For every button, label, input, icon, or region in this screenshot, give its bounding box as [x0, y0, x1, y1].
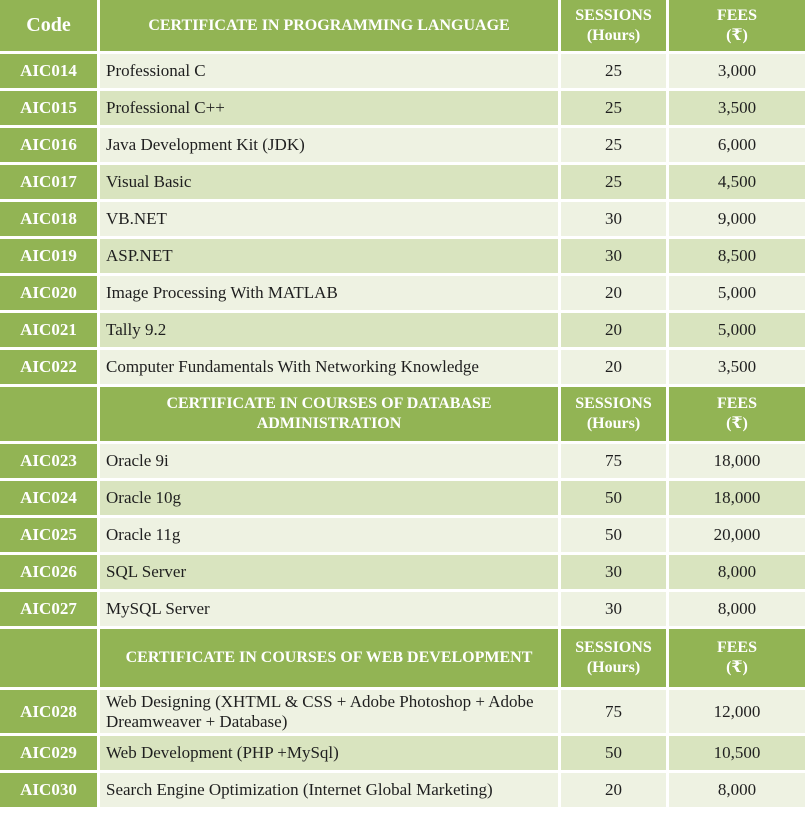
course-fees: 8,500	[669, 239, 805, 273]
fees-header	[669, 0, 805, 51]
table-row	[0, 350, 805, 387]
course-name: Computer Fundamentals With Networking Knowledge	[100, 350, 561, 384]
course-fees: 20,000	[669, 518, 805, 552]
course-code: AIC024	[0, 481, 100, 515]
course-sessions: 30	[561, 202, 669, 236]
course-code: AIC029	[0, 736, 100, 770]
table-row	[0, 690, 805, 736]
section-title: CERTIFICATE IN COURSES OF DATABASE ADMINISTRATION	[100, 387, 561, 441]
course-sessions: 25	[561, 165, 669, 199]
course-code: AIC018	[0, 202, 100, 236]
course-code: AIC015	[0, 91, 100, 125]
sessions-header	[561, 387, 669, 441]
course-sessions: 75	[561, 690, 669, 733]
sessions-header-line1: SESSIONS	[575, 395, 652, 412]
table-row	[0, 518, 805, 555]
fees-header-line1: FEES	[716, 395, 757, 412]
course-name: SQL Server	[100, 555, 561, 589]
course-name: VB.NET	[100, 202, 561, 236]
course-fees: 8,000	[669, 555, 805, 589]
course-code: AIC017	[0, 165, 100, 199]
course-name: ASP.NET	[100, 239, 561, 273]
course-fees: 6,000	[669, 128, 805, 162]
course-sessions: 30	[561, 555, 669, 589]
course-sessions: 20	[561, 773, 669, 807]
course-sessions: 30	[561, 239, 669, 273]
course-sessions: 20	[561, 313, 669, 347]
course-fees: 10,500	[669, 736, 805, 770]
course-code: AIC030	[0, 773, 100, 807]
code-header: Code	[0, 0, 100, 51]
table-row	[0, 276, 805, 313]
course-sessions: 20	[561, 350, 669, 384]
fees-header-line2: (₹)	[726, 415, 748, 432]
fees-header	[669, 387, 805, 441]
course-code: AIC027	[0, 592, 100, 626]
section-title: CERTIFICATE IN PROGRAMMING LANGUAGE	[100, 0, 561, 51]
table-row	[0, 165, 805, 202]
sessions-header-line1: SESSIONS	[575, 639, 652, 656]
table-row	[0, 555, 805, 592]
course-sessions: 25	[561, 91, 669, 125]
course-fees: 5,000	[669, 276, 805, 310]
sessions-header-line2: (Hours)	[586, 26, 641, 44]
table-row	[0, 313, 805, 350]
table-row	[0, 444, 805, 481]
course-code: AIC023	[0, 444, 100, 478]
code-header-empty	[0, 629, 100, 687]
fees-header	[669, 629, 805, 687]
fees-header-line1: FEES	[716, 6, 757, 24]
sessions-header-line2: (Hours)	[586, 659, 641, 676]
course-sessions: 30	[561, 592, 669, 626]
course-fees: 5,000	[669, 313, 805, 347]
fees-header-line2: (₹)	[726, 659, 748, 676]
course-sessions: 25	[561, 54, 669, 88]
course-sessions: 50	[561, 736, 669, 770]
course-fees: 12,000	[669, 690, 805, 733]
course-code: AIC022	[0, 350, 100, 384]
course-name: Visual Basic	[100, 165, 561, 199]
course-sessions: 25	[561, 128, 669, 162]
table-row	[0, 128, 805, 165]
course-name: Image Processing With MATLAB	[100, 276, 561, 310]
course-fees: 9,000	[669, 202, 805, 236]
table-row	[0, 91, 805, 128]
course-sessions: 75	[561, 444, 669, 478]
course-code: AIC019	[0, 239, 100, 273]
section-header-programming	[0, 0, 805, 54]
course-fees: 18,000	[669, 444, 805, 478]
sessions-header-line1: SESSIONS	[575, 6, 652, 24]
course-sessions: 50	[561, 481, 669, 515]
course-code: AIC014	[0, 54, 100, 88]
course-name: Professional C++	[100, 91, 561, 125]
course-name: Oracle 11g	[100, 518, 561, 552]
sessions-header-line2: (Hours)	[586, 415, 641, 432]
course-name: Oracle 9i	[100, 444, 561, 478]
course-code: AIC016	[0, 128, 100, 162]
course-code: AIC028	[0, 690, 100, 733]
course-fees: 3,500	[669, 91, 805, 125]
course-fees: 8,000	[669, 773, 805, 807]
section-title: CERTIFICATE IN COURSES OF WEB DEVELOPMENT	[100, 629, 561, 687]
table-row	[0, 736, 805, 773]
course-name: Search Engine Optimization (Internet Global Marketing)	[100, 773, 561, 807]
table-row	[0, 202, 805, 239]
course-fees: 8,000	[669, 592, 805, 626]
table-row	[0, 481, 805, 518]
course-name: Tally 9.2	[100, 313, 561, 347]
fees-header-line2: (₹)	[726, 26, 748, 44]
course-name: Oracle 10g	[100, 481, 561, 515]
course-name: MySQL Server	[100, 592, 561, 626]
course-name: Professional C	[100, 54, 561, 88]
course-fees: 3,500	[669, 350, 805, 384]
course-sessions: 20	[561, 276, 669, 310]
section-header-database	[0, 387, 805, 444]
table-row	[0, 773, 805, 810]
course-fees: 4,500	[669, 165, 805, 199]
course-name: Web Development (PHP +MySql)	[100, 736, 561, 770]
table-row	[0, 592, 805, 629]
course-sessions: 50	[561, 518, 669, 552]
course-code: AIC021	[0, 313, 100, 347]
fees-header-line1: FEES	[716, 639, 757, 656]
table-row	[0, 54, 805, 91]
course-code: AIC020	[0, 276, 100, 310]
course-fees: 18,000	[669, 481, 805, 515]
section-header-web	[0, 629, 805, 690]
sessions-header	[561, 0, 669, 51]
course-code: AIC026	[0, 555, 100, 589]
course-name: Web Designing (XHTML & CSS + Adobe Photoshop + Adobe Dreamweaver + Database)	[100, 690, 561, 733]
table-row	[0, 239, 805, 276]
course-fees: 3,000	[669, 54, 805, 88]
code-header-empty	[0, 387, 100, 441]
course-code: AIC025	[0, 518, 100, 552]
course-name: Java Development Kit (JDK)	[100, 128, 561, 162]
sessions-header	[561, 629, 669, 687]
